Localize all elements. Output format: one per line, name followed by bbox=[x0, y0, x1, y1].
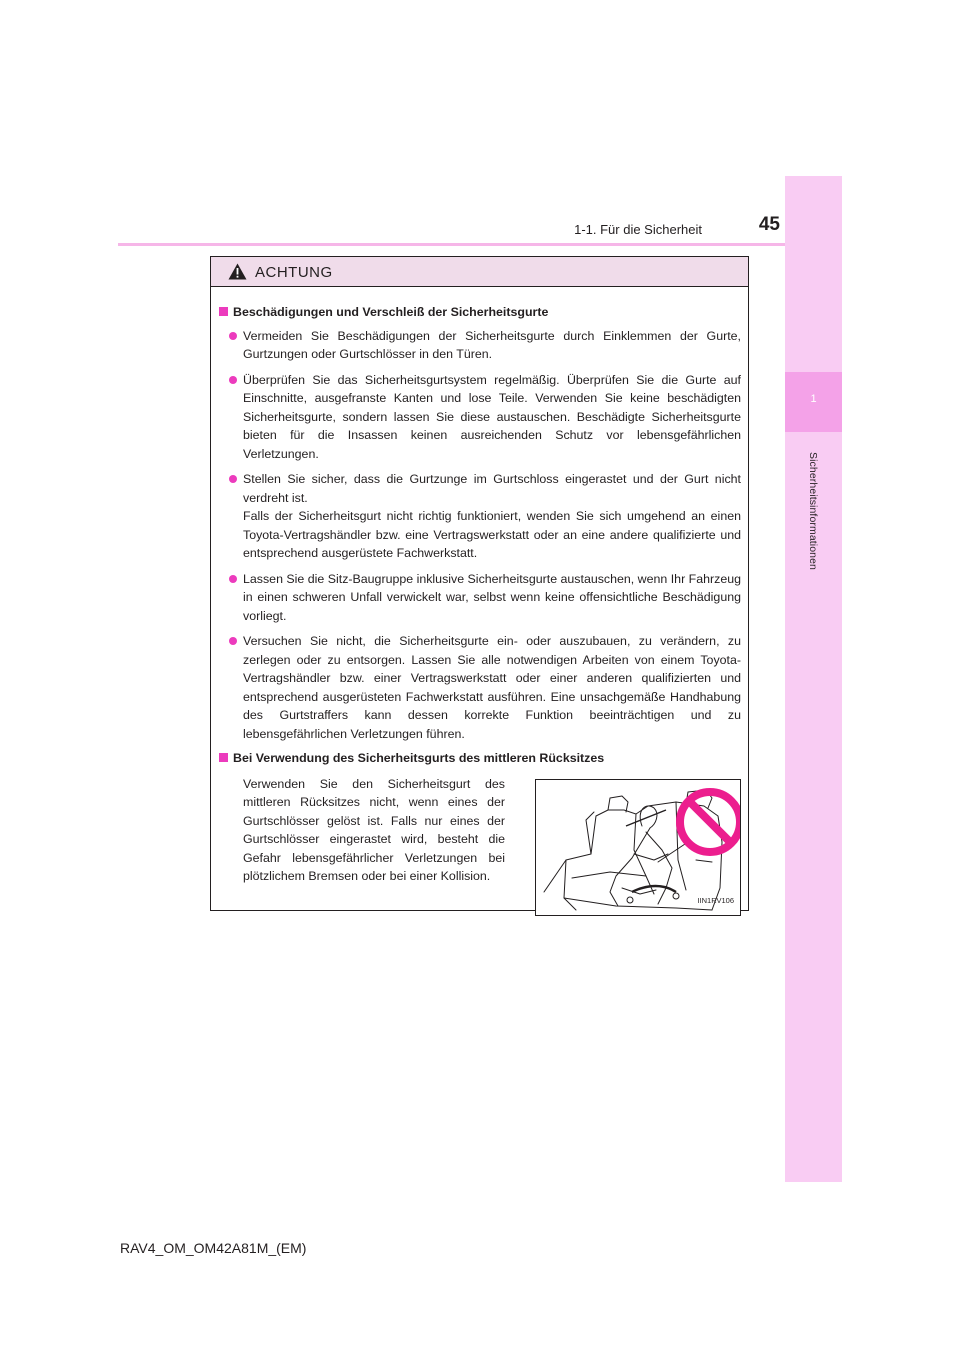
page-number: 45 bbox=[758, 214, 780, 235]
square-bullet-icon bbox=[219, 307, 228, 316]
bullet-dot-icon bbox=[229, 475, 237, 483]
header-rule bbox=[118, 243, 785, 246]
middle-seat-illustration bbox=[535, 779, 741, 916]
document-code: RAV4_OM_OM42A81M_(EM) bbox=[120, 1240, 307, 1256]
chapter-number: 1 bbox=[810, 393, 817, 405]
chapter-side-tab bbox=[785, 176, 842, 1182]
warning-header bbox=[211, 257, 748, 287]
bullet-dot-icon bbox=[229, 637, 237, 645]
warning-triangle-icon bbox=[228, 263, 247, 280]
list-item: Vermeiden Sie Beschädigungen der Sicherheitsgurte durch Einklemmen der Gurte, Gurtzungen oder Gurtschlösser in den Türen. bbox=[219, 327, 741, 364]
bullet-dot-icon bbox=[229, 332, 237, 340]
illustration-code: IIN1RV106 bbox=[697, 896, 734, 905]
warning-box bbox=[210, 256, 749, 911]
warning-title: ACHTUNG bbox=[255, 264, 333, 281]
middle-seat-block bbox=[219, 775, 741, 920]
section-heading-middle-seat: Bei Verwendung des Sicherheitsgurts des mittleren Rücksitzes bbox=[219, 749, 741, 768]
bullet-dot-icon bbox=[229, 376, 237, 384]
bullet-dot-icon bbox=[229, 575, 237, 583]
list-item: Versuchen Sie nicht, die Sicherheitsgurte ein- oder auszubauen, zu verändern, zu zerlegen oder zu entsorgen. Lassen Sie alle notwendigen Arbeiten von einem Toyota-Vertragshändler bzw. einer Vertragswerkstatt oder einer anderen qualifizierten und entsprechend ausgerüsteten Fachwerkstatt ausführen. Eine unsachgemäße Handhabung des Gurtstraffers kann dessen korrekte Funktion beeinträchtigen und zu lebensgefährlichen Verletzungen führen. bbox=[219, 632, 741, 743]
list-item: Überprüfen Sie das Sicherheitsgurtsystem regelmäßig. Überprüfen Sie die Gurte auf Einschnitte, ausgefranste Kanten und lose Teile. Verwenden Sie keine beschädigten Sicherheitsgurte, sondern lassen Sie diese austauschen. Beschädigte Sicherheitsgurte bieten für die Insassen keinen ausreichenden Schutz vor lebensgefährlichen Verletzungen. bbox=[219, 371, 741, 464]
list-item: Lassen Sie die Sitz-Baugruppe inklusive Sicherheitsgurte austauschen, wenn Ihr Fahrzeug in einen schweren Unfall verwickelt war, selbst wenn keine offensichtliche Beschädigung vorliegt. bbox=[219, 570, 741, 626]
section-heading-damage: Beschädigungen und Verschleiß der Sicherheitsgurte bbox=[219, 303, 741, 322]
chapter-label: Sicherheitsinformationen bbox=[807, 452, 819, 570]
middle-seat-text: Verwenden Sie den Sicherheitsgurt des mittleren Rücksitzes nicht, wenn eines der Gurtschlösser gelöst ist. Falls nur eines der Gurtschlösser eingerastet wird, besteht die Gefahr lebensgefährlicher Verletzungen bei plötzlichem Bremsen oder bei einer Kollision. bbox=[243, 776, 505, 883]
list-item: Stellen Sie sicher, dass die Gurtzunge im Gurtschloss eingerastet und der Gurt nicht verdreht ist. Falls der Sicherheitsgurt nicht richtig funktioniert, wenden Sie sich umgehend an einen Toyota-Vertragshändler bzw. eine Vertragswerkstatt oder an eine andere qualifizierte und entsprechend ausgerüstete Fachwerkstatt. bbox=[219, 470, 741, 563]
section-title: 1-1. Für die Sicherheit bbox=[574, 222, 702, 237]
warning-content bbox=[211, 287, 748, 920]
square-bullet-icon bbox=[219, 753, 228, 762]
